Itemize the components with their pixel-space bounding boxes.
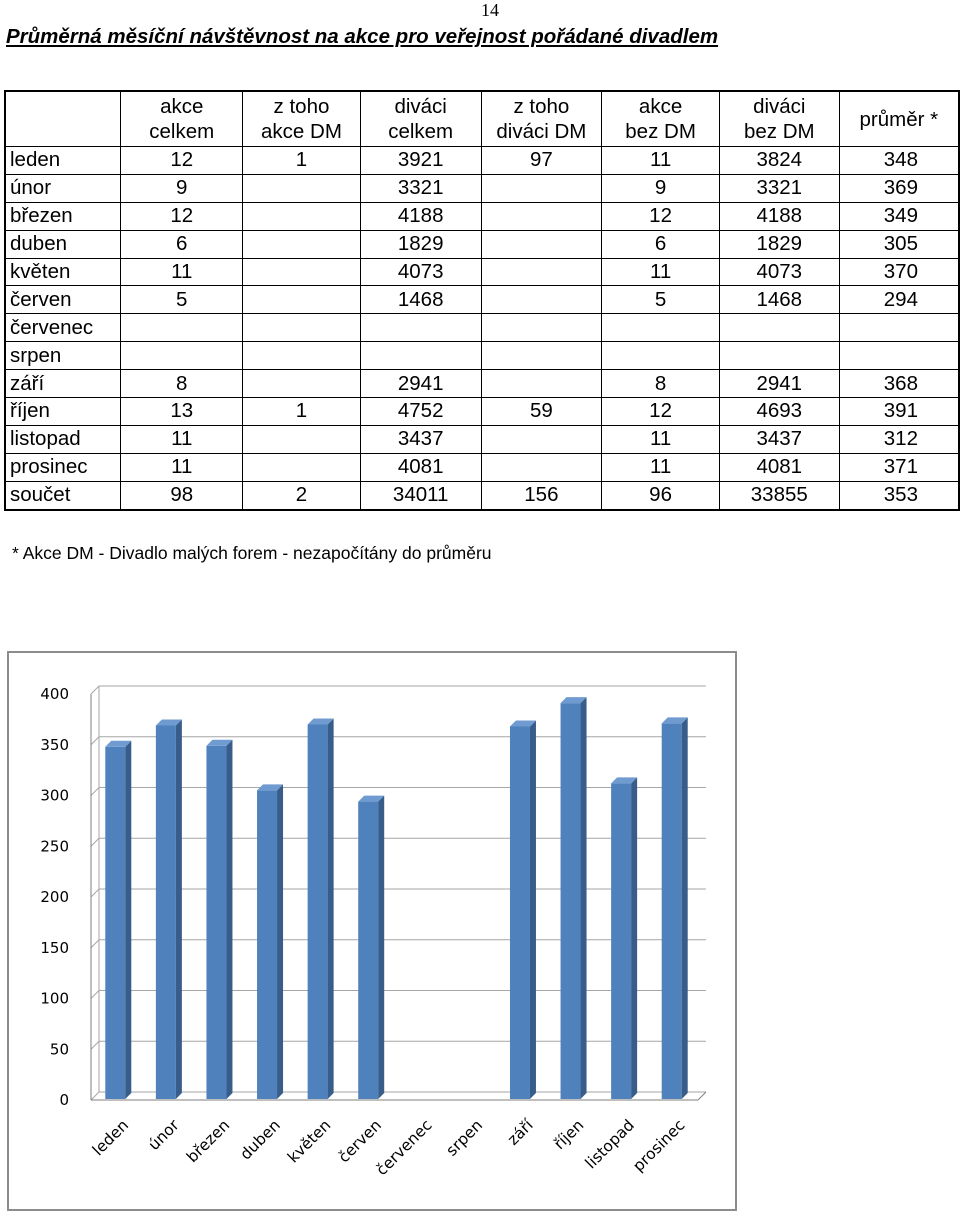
value-cell-akce-dm xyxy=(243,342,361,370)
column-header-line2: diváci DM xyxy=(496,120,587,143)
x-tick-label: březen xyxy=(183,1116,234,1167)
column-header-line1: akce xyxy=(160,95,204,118)
value-cell-akce-celkem: 12 xyxy=(121,202,243,230)
column-header-line1: diváci xyxy=(753,95,806,118)
bar xyxy=(156,725,176,1099)
table-row xyxy=(5,174,959,202)
value-cell-akce-celkem: 12 xyxy=(121,147,243,175)
column-header xyxy=(243,91,361,147)
column-header xyxy=(360,91,481,147)
value-cell-akce-dm: 1 xyxy=(243,398,361,426)
column-header-line2: bez DM xyxy=(625,120,696,143)
y-tick-label: 350 xyxy=(40,735,69,754)
value-cell-akce-celkem: 5 xyxy=(121,286,243,314)
value-cell-divaci-bez-dm xyxy=(719,314,839,342)
value-cell-prumer xyxy=(839,314,959,342)
value-cell-divaci-celkem: 1468 xyxy=(360,286,481,314)
value-cell-akce-bez-dm xyxy=(602,342,720,370)
value-cell-divaci-celkem: 4073 xyxy=(360,258,481,286)
value-cell-akce-dm xyxy=(243,286,361,314)
gridline-depth xyxy=(91,788,99,796)
x-tick-label: červenec xyxy=(372,1116,436,1180)
bar-side xyxy=(125,741,131,1099)
gridline-depth xyxy=(91,1092,99,1100)
value-cell-akce-bez-dm: 12 xyxy=(602,398,720,426)
bar-side xyxy=(378,796,384,1099)
value-cell-divaci-bez-dm: 4081 xyxy=(719,453,839,481)
month-cell: červenec xyxy=(5,314,121,342)
bar xyxy=(561,703,581,1099)
column-header xyxy=(839,91,959,147)
value-cell-prumer: 371 xyxy=(839,453,959,481)
value-cell-prumer: 348 xyxy=(839,147,959,175)
column-header-line2: celkem xyxy=(149,120,215,143)
column-header xyxy=(481,91,602,147)
value-cell-akce-bez-dm: 11 xyxy=(602,147,720,175)
value-cell-akce-bez-dm: 11 xyxy=(602,258,720,286)
value-cell-divaci-bez-dm: 3824 xyxy=(719,147,839,175)
column-header xyxy=(121,91,243,147)
table-row xyxy=(5,230,959,258)
value-cell-akce-dm xyxy=(243,425,361,453)
value-cell-divaci-dm xyxy=(481,314,602,342)
bar xyxy=(358,802,378,1099)
value-cell-akce-dm xyxy=(243,258,361,286)
bar-side xyxy=(530,720,536,1099)
table-row xyxy=(5,398,959,426)
bar-side xyxy=(328,718,334,1099)
x-axis-depth xyxy=(698,1092,706,1100)
value-cell-akce-celkem xyxy=(121,314,243,342)
value-cell-divaci-bez-dm: 1468 xyxy=(719,286,839,314)
table-row xyxy=(5,453,959,481)
column-header-line2: bez DM xyxy=(743,120,815,143)
attendance-table xyxy=(4,90,960,511)
value-cell-akce-dm: 2 xyxy=(243,481,361,509)
value-cell-akce-bez-dm xyxy=(602,314,720,342)
bar xyxy=(206,746,226,1099)
gridline-depth xyxy=(91,1041,99,1049)
x-tick-label: srpen xyxy=(442,1116,487,1160)
column-header-line2: celkem xyxy=(388,120,454,143)
value-cell-divaci-dm xyxy=(481,453,602,481)
y-tick-label: 200 xyxy=(40,888,69,906)
value-cell-prumer: 312 xyxy=(839,425,959,453)
month-cell: duben xyxy=(5,230,121,258)
table-row xyxy=(5,147,959,175)
value-cell-divaci-dm xyxy=(481,258,602,286)
value-cell-akce-celkem: 11 xyxy=(121,453,243,481)
value-cell-divaci-dm: 156 xyxy=(481,481,602,509)
month-cell: červen xyxy=(5,286,121,314)
table-row xyxy=(5,314,959,342)
value-cell-divaci-bez-dm: 4188 xyxy=(719,202,839,230)
table-row xyxy=(5,258,959,286)
gridline-depth xyxy=(91,940,99,948)
month-cell: říjen xyxy=(5,398,121,426)
value-cell-divaci-dm xyxy=(481,174,602,202)
column-header xyxy=(719,91,839,147)
value-cell-akce-bez-dm: 9 xyxy=(602,174,720,202)
x-tick-label: leden xyxy=(88,1116,133,1160)
x-tick-label: září xyxy=(504,1116,537,1149)
x-tick-label: únor xyxy=(144,1116,183,1154)
value-cell-akce-celkem: 11 xyxy=(121,258,243,286)
y-tick-label: 250 xyxy=(40,837,69,856)
footnote: * Akce DM - Divadlo malých forem - nezapočítány do průměru xyxy=(12,543,492,563)
x-tick-label: duben xyxy=(236,1116,284,1164)
month-cell: srpen xyxy=(5,342,121,370)
attendance-chart xyxy=(7,651,737,1211)
value-cell-prumer: 391 xyxy=(839,398,959,426)
value-cell-akce-celkem: 8 xyxy=(121,370,243,398)
page-number: 14 xyxy=(481,0,499,20)
document-title: Průměrná měsíční návštěvnost na akce pro veřejnost pořádané divadlem xyxy=(6,25,719,48)
value-cell-prumer: 369 xyxy=(839,174,959,202)
value-cell-akce-dm xyxy=(243,453,361,481)
value-cell-prumer: 305 xyxy=(839,230,959,258)
y-tick-label: 100 xyxy=(40,989,69,1008)
month-cell: září xyxy=(5,370,121,398)
bar xyxy=(510,726,530,1099)
bar-side xyxy=(682,717,688,1099)
bar-chart-svg xyxy=(9,653,735,1209)
value-cell-divaci-bez-dm: 33855 xyxy=(719,481,839,509)
value-cell-divaci-bez-dm: 1829 xyxy=(719,230,839,258)
value-cell-divaci-dm xyxy=(481,370,602,398)
value-cell-divaci-celkem: 3437 xyxy=(360,425,481,453)
bar xyxy=(257,790,277,1099)
value-cell-divaci-celkem: 34011 xyxy=(360,481,481,509)
gridline-depth xyxy=(91,889,99,897)
table-header-row xyxy=(5,91,959,147)
y-tick-label: 0 xyxy=(59,1091,69,1109)
value-cell-divaci-bez-dm: 4693 xyxy=(719,398,839,426)
bar-side xyxy=(277,784,283,1099)
value-cell-divaci-celkem: 4081 xyxy=(360,453,481,481)
value-cell-akce-celkem: 6 xyxy=(121,230,243,258)
value-cell-akce-dm: 1 xyxy=(243,147,361,175)
value-cell-akce-bez-dm: 11 xyxy=(602,453,720,481)
column-header-line1: z toho xyxy=(273,95,330,118)
value-cell-prumer: 349 xyxy=(839,202,959,230)
value-cell-divaci-bez-dm: 4073 xyxy=(719,258,839,286)
value-cell-divaci-celkem xyxy=(360,342,481,370)
y-tick-label: 150 xyxy=(40,938,69,957)
table-row xyxy=(5,342,959,370)
value-cell-akce-celkem: 98 xyxy=(121,481,243,509)
bar xyxy=(308,724,328,1099)
month-cell: listopad xyxy=(5,425,121,453)
table-row xyxy=(5,370,959,398)
value-cell-divaci-dm xyxy=(481,425,602,453)
value-cell-divaci-celkem: 4752 xyxy=(360,398,481,426)
y-tick-label: 300 xyxy=(40,786,69,805)
table-row xyxy=(5,481,959,509)
month-cell: leden xyxy=(5,147,121,175)
column-header-line1: diváci xyxy=(394,95,447,118)
column-header-line2: akce DM xyxy=(261,120,342,143)
value-cell-akce-bez-dm: 5 xyxy=(602,286,720,314)
bar-side xyxy=(631,777,637,1099)
value-cell-prumer: 353 xyxy=(839,481,959,509)
value-cell-divaci-celkem: 2941 xyxy=(360,370,481,398)
x-tick-label: prosinec xyxy=(629,1116,689,1176)
value-cell-divaci-celkem: 3321 xyxy=(360,174,481,202)
value-cell-akce-bez-dm: 96 xyxy=(602,481,720,509)
bar xyxy=(105,747,125,1099)
value-cell-divaci-dm xyxy=(481,202,602,230)
value-cell-divaci-bez-dm: 3321 xyxy=(719,174,839,202)
value-cell-divaci-dm xyxy=(481,342,602,370)
table-row xyxy=(5,202,959,230)
value-cell-akce-celkem xyxy=(121,342,243,370)
value-cell-akce-bez-dm: 11 xyxy=(602,425,720,453)
x-tick-label: květen xyxy=(284,1116,335,1167)
value-cell-divaci-bez-dm xyxy=(719,342,839,370)
value-cell-akce-celkem: 11 xyxy=(121,425,243,453)
bar-side xyxy=(581,697,587,1099)
table-row xyxy=(5,286,959,314)
month-cell: prosinec xyxy=(5,453,121,481)
value-cell-akce-bez-dm: 12 xyxy=(602,202,720,230)
value-cell-akce-bez-dm: 6 xyxy=(602,230,720,258)
value-cell-prumer: 294 xyxy=(839,286,959,314)
value-cell-akce-dm xyxy=(243,174,361,202)
bar xyxy=(662,723,682,1099)
y-tick-label: 50 xyxy=(49,1040,69,1059)
gridline-depth xyxy=(91,737,99,745)
bar xyxy=(611,783,631,1099)
value-cell-divaci-dm xyxy=(481,230,602,258)
value-cell-divaci-bez-dm: 2941 xyxy=(719,370,839,398)
x-tick-label: říjen xyxy=(550,1116,588,1154)
month-cell: součet xyxy=(5,481,121,509)
gridline-depth xyxy=(91,991,99,999)
value-cell-akce-dm xyxy=(243,314,361,342)
value-cell-divaci-dm: 97 xyxy=(481,147,602,175)
value-cell-akce-dm xyxy=(243,202,361,230)
month-cell: únor xyxy=(5,174,121,202)
value-cell-divaci-celkem: 1829 xyxy=(360,230,481,258)
column-header xyxy=(602,91,720,147)
x-tick-label: listopad xyxy=(581,1116,638,1173)
value-cell-divaci-celkem: 4188 xyxy=(360,202,481,230)
table-row xyxy=(5,425,959,453)
value-cell-prumer: 370 xyxy=(839,258,959,286)
value-cell-akce-celkem: 9 xyxy=(121,174,243,202)
value-cell-akce-dm xyxy=(243,230,361,258)
column-header-line1: průměr * xyxy=(859,107,939,131)
value-cell-prumer xyxy=(839,342,959,370)
column-header-line1: akce xyxy=(638,95,683,118)
month-cell: květen xyxy=(5,258,121,286)
value-cell-divaci-dm: 59 xyxy=(481,398,602,426)
column-header-line1: z toho xyxy=(513,95,570,118)
bar-side xyxy=(226,740,232,1099)
column-header xyxy=(5,91,121,147)
x-tick-label: červen xyxy=(334,1116,386,1167)
value-cell-akce-bez-dm: 8 xyxy=(602,370,720,398)
gridline-depth xyxy=(91,838,99,846)
value-cell-divaci-celkem xyxy=(360,314,481,342)
gridline-depth xyxy=(91,686,99,694)
value-cell-prumer: 368 xyxy=(839,370,959,398)
month-cell: březen xyxy=(5,202,121,230)
value-cell-akce-celkem: 13 xyxy=(121,398,243,426)
bar-side xyxy=(176,719,182,1099)
value-cell-akce-dm xyxy=(243,370,361,398)
value-cell-divaci-bez-dm: 3437 xyxy=(719,425,839,453)
value-cell-divaci-dm xyxy=(481,286,602,314)
value-cell-divaci-celkem: 3921 xyxy=(360,147,481,175)
y-tick-label: 400 xyxy=(40,685,69,703)
